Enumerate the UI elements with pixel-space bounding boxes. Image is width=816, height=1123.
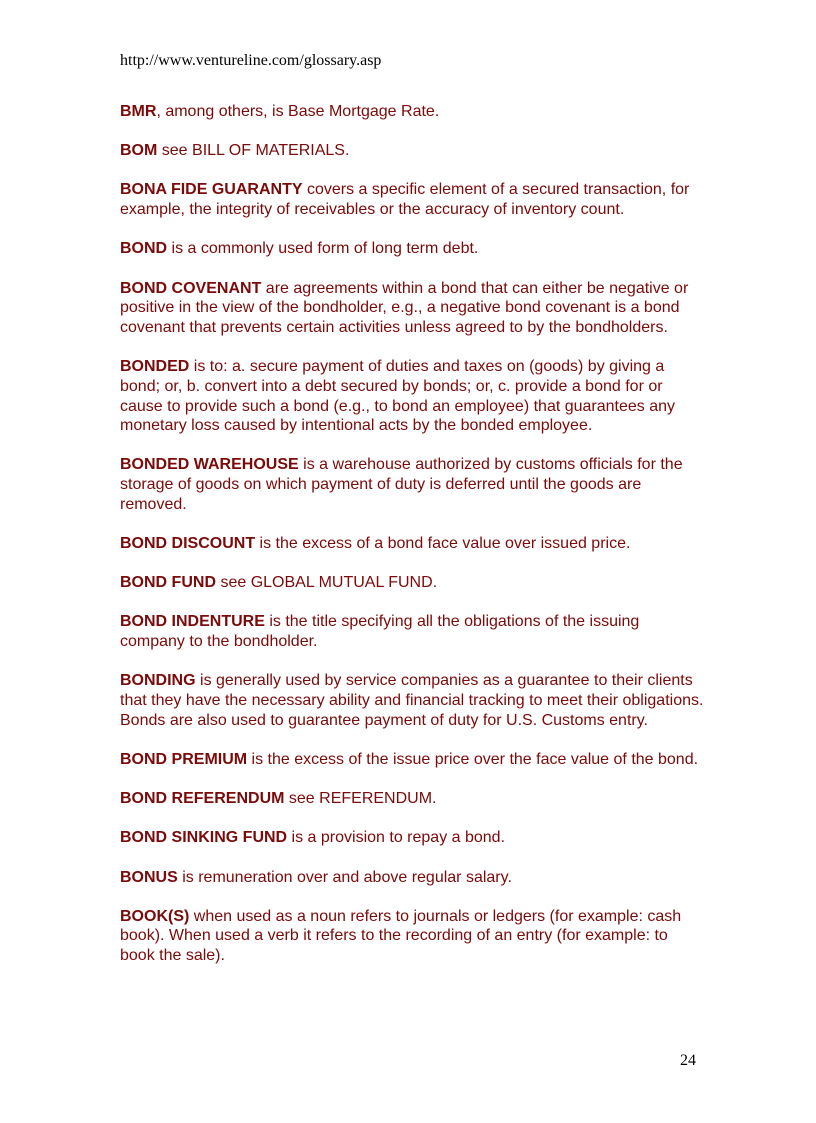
entry-term: BONDING [120, 672, 196, 690]
entry-definition: is a provision to repay a bond. [287, 829, 506, 847]
glossary-entry [120, 750, 705, 770]
glossary-entry [120, 868, 705, 888]
entry-term: BOOK(S) [120, 907, 190, 925]
glossary-entry [120, 671, 705, 730]
entry-term: BOND PREMIUM [120, 750, 248, 768]
entry-term: BOND INDENTURE [120, 613, 265, 631]
entry-definition: is the excess of the issue price over the face value of the bond. [247, 750, 699, 768]
entry-definition: covers a specific element of a secured transaction, for example, the integrity of receivables or the accuracy of inventory count. [120, 181, 690, 219]
entry-term: BONA FIDE GUARANTY [120, 181, 303, 199]
entry-definition: is remuneration over and above regular salary. [177, 868, 512, 886]
glossary-entry [120, 239, 705, 259]
glossary-entry [120, 279, 705, 338]
entry-term: BONUS [120, 868, 178, 886]
glossary-entry [120, 357, 705, 436]
entry-term: BOM [120, 142, 158, 160]
entry-term: BONDED [120, 358, 190, 376]
glossary-entries [120, 102, 705, 985]
glossary-entry [120, 534, 705, 554]
entry-term: BOND [120, 240, 168, 258]
header-url: http://www.ventureline.com/glossary.asp [120, 52, 382, 69]
entry-definition: see GLOBAL MUTUAL FUND. [216, 574, 438, 592]
entry-term: BOND REFERENDUM [120, 790, 285, 808]
entry-definition: see BILL OF MATERIALS. [157, 142, 350, 160]
glossary-entry [120, 573, 705, 593]
entry-definition: is a warehouse authorized by customs officials for the storage of goods on which payment of duty is deferred until the goods are removed. [120, 456, 683, 513]
entry-term: BOND COVENANT [120, 279, 262, 297]
glossary-entry [120, 141, 705, 161]
glossary-entry [120, 455, 705, 514]
entry-term: BOND SINKING FUND [120, 829, 288, 847]
entry-definition: , among others, is Base Mortgage Rate. [156, 103, 440, 120]
glossary-entry [120, 907, 705, 966]
entry-term: BOND FUND [120, 574, 216, 592]
entry-term: BONDED WAREHOUSE [120, 456, 299, 474]
entry-definition: is the title specifying all the obligations of the issuing company to the bondholder. [120, 613, 640, 651]
entry-definition: is to: a. secure payment of duties and taxes on (goods) by giving a bond; or, b. convert into a debt secured by bonds; or, c. provide a bond for or cause to provide such a bond (e.g., to bond an employee) that guarantees any monetary loss caused by intentional acts by the bonded employee. [120, 358, 676, 435]
entry-definition: is generally used by service companies as a guarantee to their clients that they have the necessary ability and financial tracking to meet their obligations. Bonds are also used to guarantee payment of duty for U.S. Customs entry. [120, 672, 704, 729]
entry-definition: are agreements within a bond that can either be negative or positive in the view of the bondholder, e.g., a negative bond covenant is a bond covenant that prevents certain activities unless agreed to by the bondholders. [120, 279, 689, 336]
glossary-entry [120, 180, 705, 219]
entry-definition: is the excess of a bond face value over issued price. [255, 535, 631, 553]
entry-definition: is a commonly used form of long term debt. [167, 240, 479, 258]
entry-definition: when used as a noun refers to journals or ledgers (for example: cash book). When used a verb it refers to the recording of an entry (for example: to book the sale). [120, 907, 682, 965]
glossary-entry [120, 102, 705, 122]
entry-definition: see REFERENDUM. [284, 790, 437, 808]
glossary-entry [120, 828, 705, 848]
glossary-entry [120, 789, 705, 809]
entry-term: BMR [120, 103, 157, 120]
entry-term: BOND DISCOUNT [120, 535, 256, 553]
page-number: 24 [680, 1052, 696, 1069]
glossary-entry [120, 612, 705, 651]
